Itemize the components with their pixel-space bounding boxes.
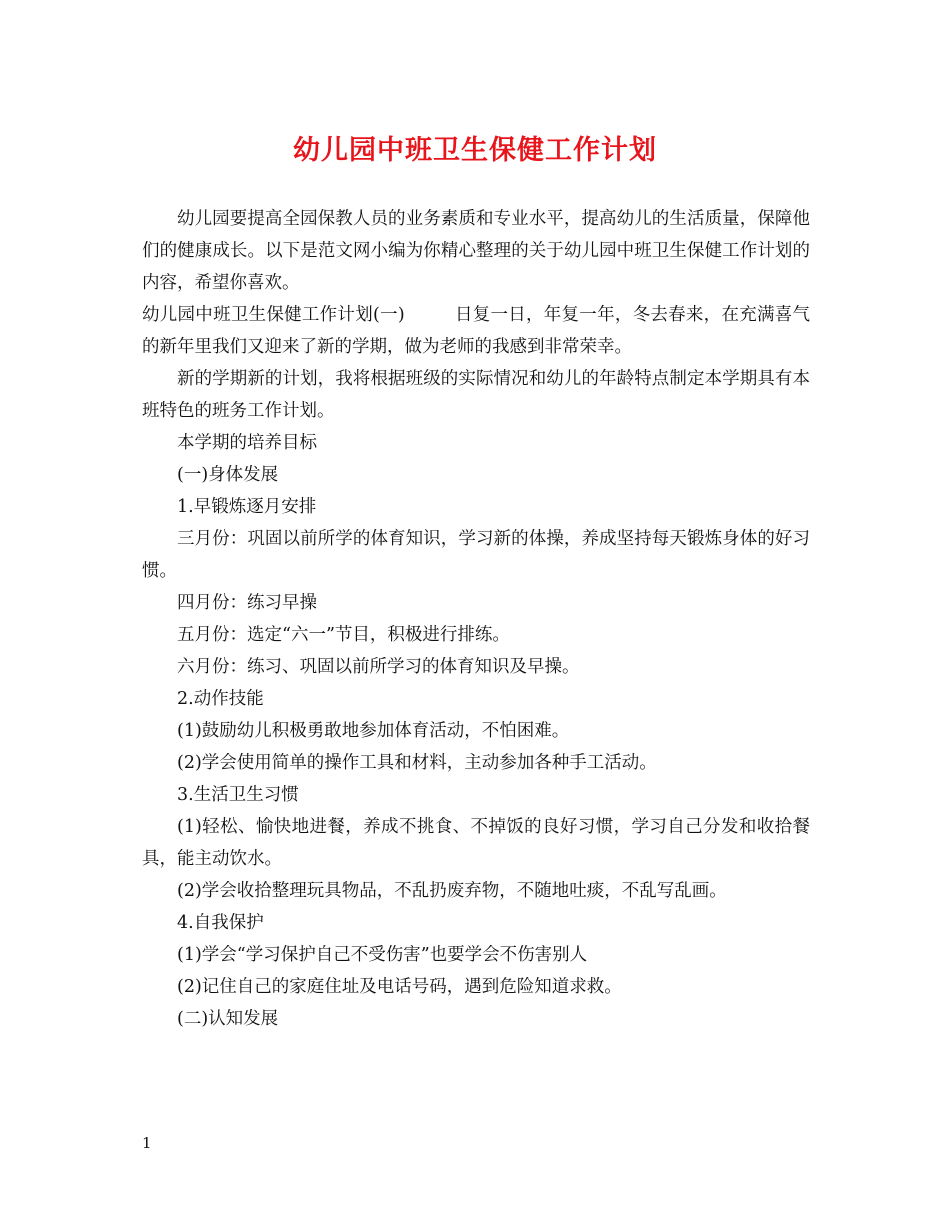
hygiene-item-2: (2)学会收拾整理玩具物品，不乱扔废弃物，不随地吐痰，不乱写乱画。 (177, 881, 727, 901)
goals-heading: 本学期的培养目标 (177, 433, 317, 453)
protection-heading: 4.自我保护 (177, 913, 264, 933)
intro-paragraph: 幼儿园要提高全园保教人员的业务素质和专业水平，提高幼儿的生活质量，保障他们的健康成长。以下是范文网小编为你精心整理的关于幼儿园中班卫生保健工作计划的内容，希望你喜欢。 (142, 209, 810, 293)
april-item: 四月份：练习早操 (177, 593, 317, 613)
protection-item-1: (1)学会“学习保护自己不受伤害”也要学会不伤害别人 (177, 945, 588, 965)
hygiene-item-1: (1)轻松、愉快地进餐，养成不挑食、不掉饭的良好习惯，学习自己分发和收拾餐具，能主动饮水。 (142, 817, 810, 869)
protection-item-2: (2)记住自己的家庭住址及电话号码，遇到危险知道求救。 (177, 977, 622, 997)
exercise-heading: 1.早锻炼逐月安排 (177, 497, 317, 517)
page-number: 1 (142, 1134, 152, 1152)
document-title: 幼儿园中班卫生保健工作计划 (293, 135, 657, 166)
motor-heading: 2.动作技能 (177, 689, 264, 709)
cognitive-heading: (二)认知发展 (177, 1009, 279, 1029)
document-body (142, 203, 810, 1035)
section-paragraph (142, 299, 810, 363)
hygiene-heading: 3.生活卫生习惯 (177, 785, 299, 805)
motor-item-2: (2)学会使用简单的操作工具和材料，主动参加各种手工活动。 (177, 753, 657, 773)
june-item: 六月份：练习、巩固以前所学习的体育知识及早操。 (177, 657, 580, 677)
motor-item-1: (1)鼓励幼儿积极勇敢地参加体育活动，不怕困难。 (177, 721, 570, 741)
physical-heading: (一)身体发展 (177, 465, 279, 485)
section-heading: 幼儿园中班卫生保健工作计划(一) (142, 305, 405, 325)
may-item: 五月份：选定“六一”节目，积极进行排练。 (177, 625, 510, 645)
section-text: 日复一日，年复一年，冬去春来，在充满喜气的新年里我们又迎来了新的学期，做为老师的我感到非常荣幸。 (142, 305, 811, 357)
march-item: 三月份：巩固以前所学的体育知识，学习新的体操，养成坚持每天锻炼身体的好习惯。 (142, 529, 810, 581)
plan-paragraph: 新的学期新的计划，我将根据班级的实际情况和幼儿的年龄特点制定本学期具有本班特色的班务工作计划。 (142, 369, 810, 421)
